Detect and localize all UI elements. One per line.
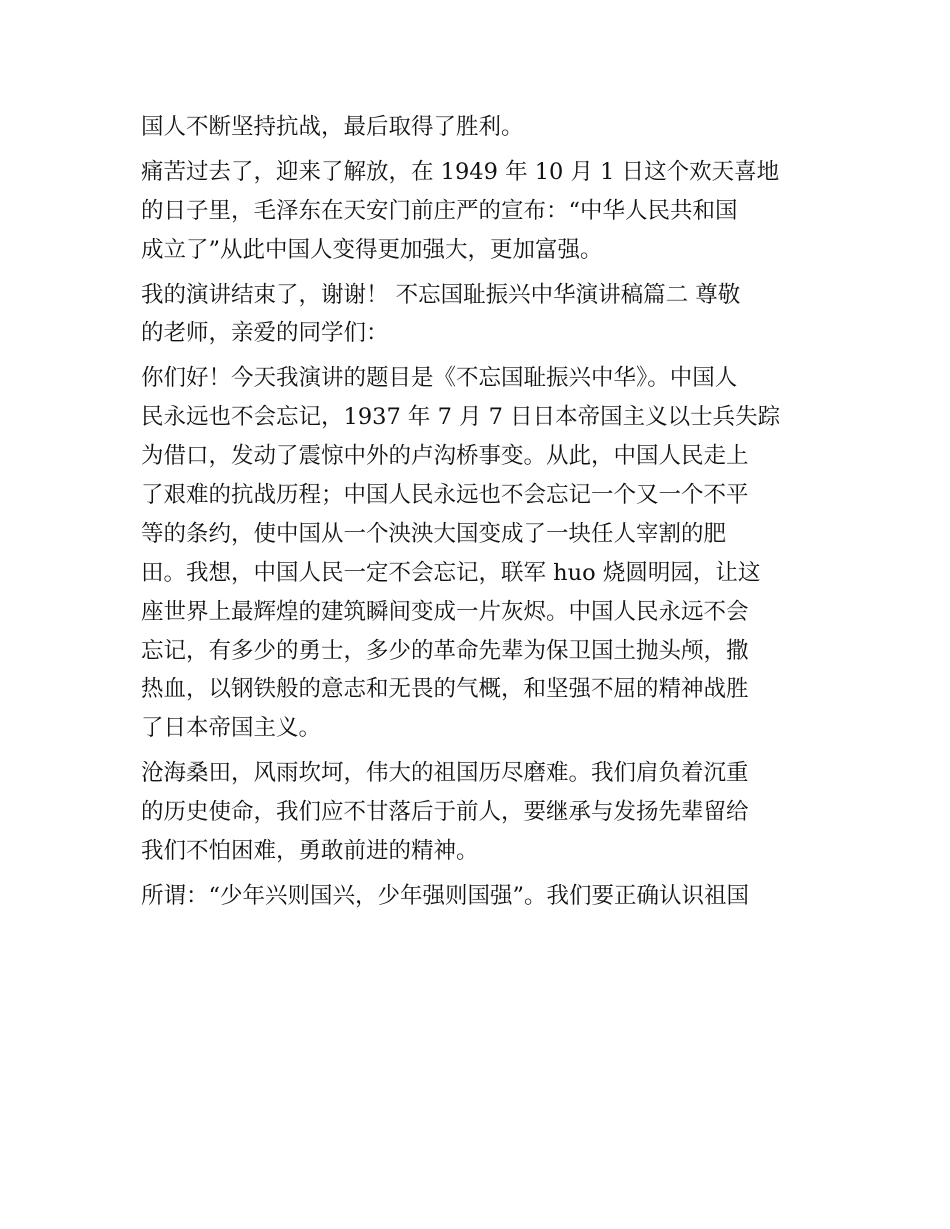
text-line: 忘记，有多少的勇士，多少的革命先辈为保卫国土抛头颅，撒 [141, 637, 749, 664]
text-line: 成立了”从此中国人变得更加强大，更加富强。 [141, 236, 603, 263]
document-body [141, 108, 816, 916]
text-line: 了艰难的抗战历程；中国人民永远也不会忘记一个又一个不平 [141, 482, 749, 509]
text-line: 我的演讲结束了，谢谢！ 不忘国耻振兴中华演讲稿篇二 尊敬 [141, 281, 741, 308]
text-line: 痛苦过去了，迎来了解放，在 1949 年 10 月 1 日这个欢天喜地 [141, 158, 780, 185]
text-line: 的老师，亲爱的同学们： [141, 320, 389, 347]
paragraph [141, 153, 816, 270]
text-line: 为借口，发动了震惊中外的卢沟桥事变。从此，中国人民走上 [141, 443, 749, 470]
paragraph [141, 108, 816, 147]
text-line: 沧海桑田，风雨坎坷，伟大的祖国历尽磨难。我们肩负着沉重 [141, 760, 749, 787]
text-line: 你们好！今天我演讲的题目是《不忘国耻振兴中华》。中国人 [141, 365, 738, 392]
text-line: 国人不断坚持抗战，最后取得了胜利。 [141, 114, 524, 140]
paragraph [141, 877, 816, 916]
text-line: 所谓：“少年兴则国兴，少年强则国强”。我们要正确认识祖国 [141, 882, 750, 909]
text-line: 等的条约，使中国从一个泱泱大国变成了一块任人宰割的肥 [141, 520, 727, 547]
paragraph [141, 754, 816, 871]
text-line: 民永远也不会忘记，1937 年 7 月 7 日日本帝国主义以士兵失踪 [141, 404, 781, 431]
paragraph [141, 359, 816, 748]
paragraph [141, 276, 816, 354]
text-line: 的历史使命，我们应不甘落后于前人，要继承与发扬先辈留给 [141, 799, 749, 826]
text-line: 的日子里，毛泽东在天安门前庄严的宣布：“中华人民共和国 [141, 197, 738, 224]
text-line: 座世界上最辉煌的建筑瞬间变成一片灰烬。中国人民永远不会 [141, 598, 749, 625]
text-line: 热血，以钢铁般的意志和无畏的气概，和坚强不屈的精神战胜 [141, 676, 749, 703]
text-line: 了日本帝国主义。 [141, 715, 322, 742]
text-line: 田。我想，中国人民一定不会忘记，联军 huo 烧圆明园，让这 [141, 559, 761, 586]
text-line: 我们不怕困难，勇敢前进的精神。 [141, 838, 479, 865]
